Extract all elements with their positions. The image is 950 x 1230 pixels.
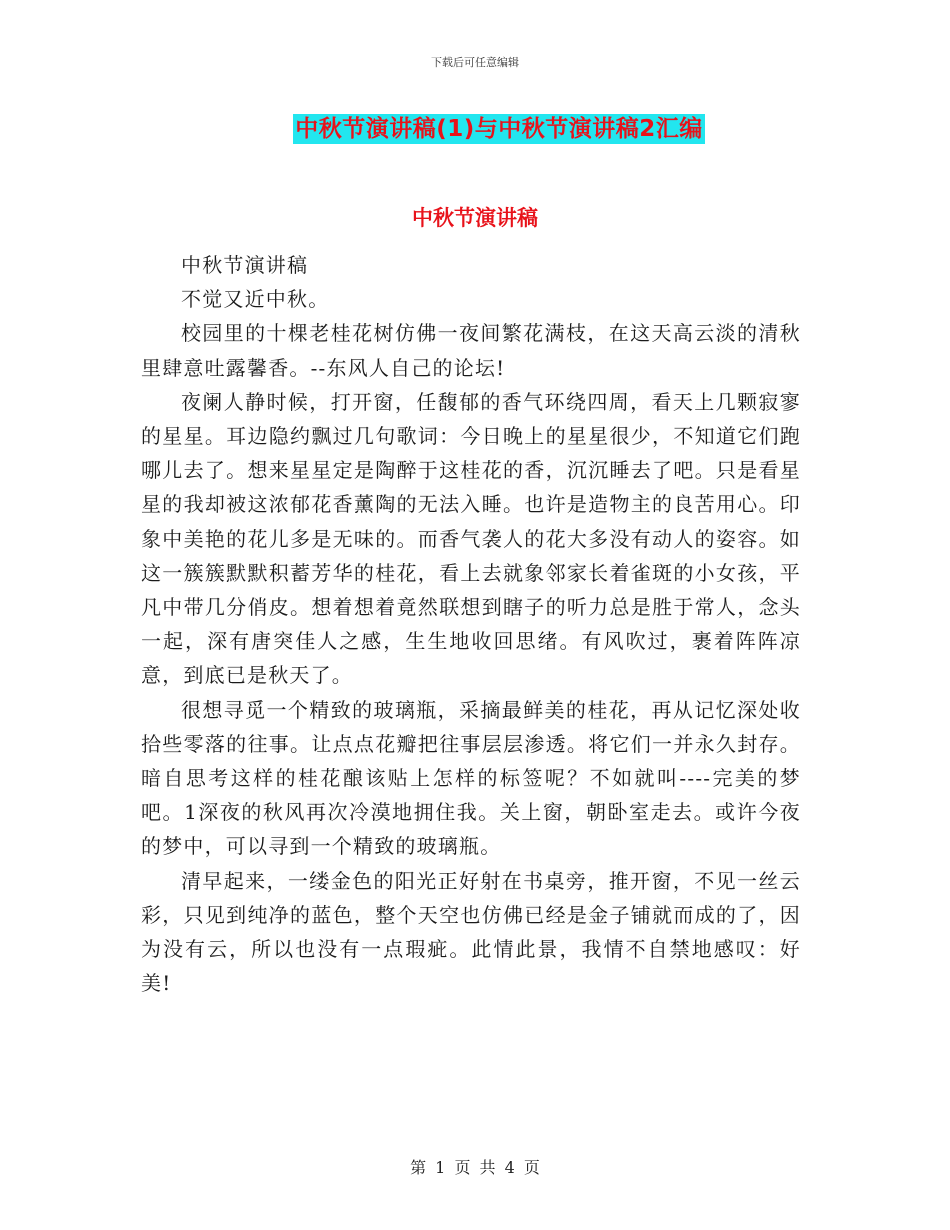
page-header-note: 下载后可任意编辑 [431, 56, 519, 69]
paragraph-4: 夜阑人静时候，打开窗，任馥郁的香气环绕四周，看天上几颗寂寥的星星。耳边隐约飘过几句歌词：今日晚上的星星很少，不知道它们跑哪儿去了。想来星星定是陶醉于这桂花的香，沉沉睡去了吧。只是看星星的我却被这浓郁花香薰陶的无法入睡。也许是造物主的良苦用心。印象中美艳的花儿多是无味的。而香气袭人的花大多没有动人的姿容。如这一簇簇默默积蓄芳华的桂花，看上去就象邻家长着雀斑的小女孩，平凡中带几分俏皮。想着想着竟然联想到瞎子的听力总是胜于常人，念头一起，深有唐突佳人之感，生生地收回思绪。有风吹过，裹着阵阵凉意，到底已是秋天了。 [141, 389, 801, 688]
paragraph-1: 中秋节演讲稿 [181, 253, 309, 277]
page-footer: 第 1 页 共 4 页 [410, 1158, 540, 1177]
document-title-container [0, 114, 950, 144]
paragraph-3: 校园里的十棵老桂花树仿佛一夜间繁花满枝，在这天高云淡的清秋里肆意吐露馨香。--东风人自己的论坛! [141, 321, 801, 380]
body-text [141, 248, 801, 1000]
paragraph-6: 清早起来，一缕金色的阳光正好射在书桌旁，推开窗，不见一丝云彩，只见到纯净的蓝色，整个天空也仿佛已经是金子铺就而成的了，因为没有云，所以也没有一点瑕疵。此情此景，我情不自禁地感叹：好美! [141, 868, 801, 996]
document-title: 中秋节演讲稿(1)与中秋节演讲稿2汇编 [295, 116, 703, 142]
section-title: 中秋节演讲稿 [412, 206, 538, 230]
paragraph-5: 很想寻觅一个精致的玻璃瓶，采摘最鲜美的桂花，再从记忆深处收拾些零落的往事。让点点花瓣把往事层层渗透。将它们一并永久封存。暗自思考这样的桂花酿该贴上怎样的标签呢？不如就叫----完美的梦吧。1深夜的秋风再次冷漠地拥住我。关上窗，朝卧室走去。或许今夜的梦中，可以寻到一个精致的玻璃瓶。 [141, 697, 801, 859]
paragraph-2: 不觉又近中秋。 [181, 287, 330, 312]
